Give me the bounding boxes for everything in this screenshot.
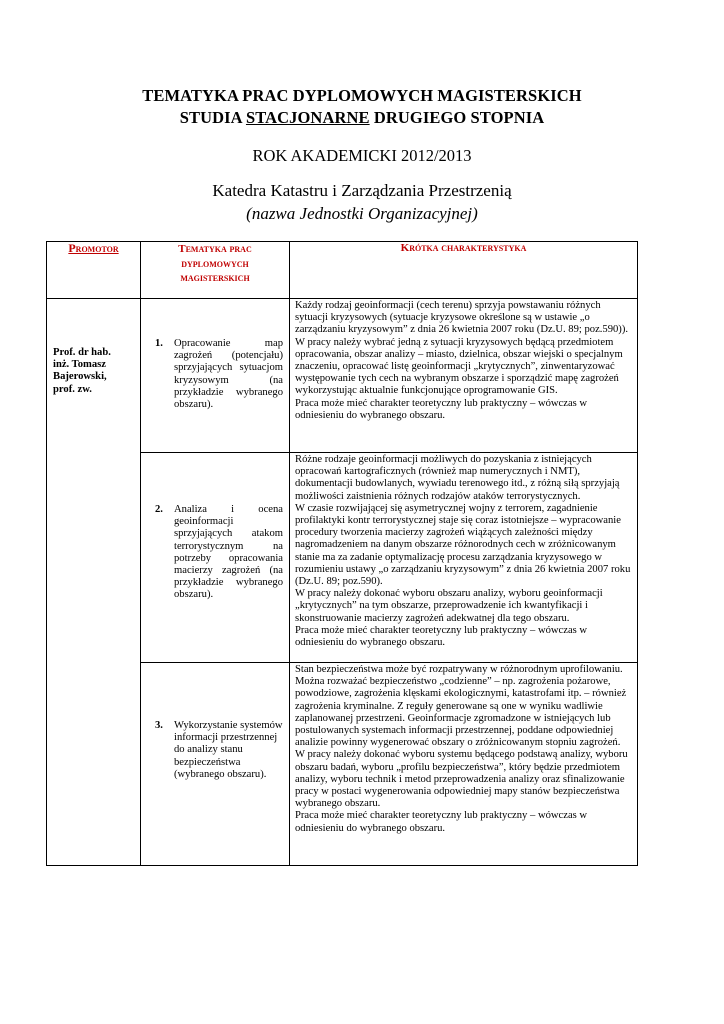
topic-cell bbox=[141, 299, 290, 453]
topic-number: 2. bbox=[155, 504, 163, 515]
topics-table bbox=[46, 241, 638, 866]
topic-text: Wykorzystanie systemów informacji przestrzennej do analizy stanu bezpieczeństwa (wybranego obszaru). bbox=[174, 720, 283, 780]
description-cell bbox=[290, 299, 638, 453]
department-name: Katedra Katastru i Zarządzania Przestrzenią bbox=[212, 181, 512, 200]
description-paragraph: W czasie rozwijającej się asymetrycznej wojny z terrorem, zagadnienie profilaktyki kontr terrorystycznej staje się coraz istotniejsze – wypracowanie procedury tworzenia macierzy zagrożeń wiążących zależności między nagromadzeniem na danym obszarze różnorodnych cech w zróżnicowanym stanie ma za zadanie optymalizację procesu zarządzania kryzysowego w rozumieniu ustawy „o zarządzaniu kryzysowym” z dnia 26 kwietnia 2007 roku (Dz.U. 89; poz.590). bbox=[295, 502, 631, 588]
topic-cell bbox=[141, 663, 290, 866]
description-paragraph: Każdy rodzaj geoinformacji (cech terenu) sprzyja powstawaniu różnych sytuacji kryzysowych (sytuacje kryzysowe określone są w ustawie „o zarządzaniu kryzysowym” z dnia 26 kwietnia 2007 roku (Dz.U. 89; poz.590)). bbox=[295, 300, 629, 336]
description-paragraph: Praca może mieć charakter teoretyczny lub praktyczny – wówczas w odniesieniu do wybranego obszaru. bbox=[295, 397, 588, 421]
topic-number: 1. bbox=[155, 338, 163, 349]
description-paragraph: Praca może mieć charakter teoretyczny lub praktyczny – wówczas w odniesieniu do wybranego obszaru. bbox=[295, 624, 588, 649]
title-line-1: TEMATYKA PRAC DYPLOMOWYCH MAGISTERSKICH bbox=[142, 86, 582, 105]
description-paragraph: W pracy należy dokonać wyboru systemu będącego podstawą analizy, wyboru obszaru badań, wyboru „profilu bezpieczeństwa”, który będzie przedmiotem analizy, wyboru technik i metod przeprowadzenia analizy oraz sfinalizowanie pracy w postaci wygenerowania odpowiedniej mapy stanów bezpieczeństwa wybranego obszaru. bbox=[295, 749, 628, 810]
header-tematyka: Tematyka prac dyplomowych magisterskich bbox=[141, 242, 290, 299]
academic-year: ROK AKADEMICKI 2012/2013 bbox=[252, 146, 472, 165]
unit-note: (nazwa Jednostki Organizacyjnej) bbox=[246, 204, 478, 223]
topic-text: Analiza i ocena geoinformacji sprzyjających atakom terrorystycznym na potrzeby opracowania macierzy zagrożeń (na przykładzie wybranego obszaru). bbox=[174, 504, 283, 601]
topic-text: Opracowanie map zagrożeń (potencjału) sprzyjających sytuacjom kryzysowym (na przykładzie wybranego obszaru). bbox=[174, 338, 283, 411]
description-paragraph: W pracy należy wybrać jedną z sytuacji kryzysowych będącą przedmiotem opracowania, obszar analizy – miasto, dzielnica, obszar wiejski o specjalnym znaczeniu, opracować listę geoinformacji „krytycznych”, zinwentaryzować występowanie tych cech na wybranym obszarze i sporządzić mapę zagrożeń wykorzystując aktualnie funkcjonujące oprogramowanie GIS. bbox=[295, 336, 623, 397]
title-line-2-underlined: STACJONARNE bbox=[245, 108, 370, 127]
description-paragraph: Praca może mieć charakter teoretyczny lub praktyczny – wówczas w odniesieniu do wybranego obszaru. bbox=[295, 810, 588, 834]
title-line-2 bbox=[0, 108, 724, 128]
description-cell bbox=[290, 453, 638, 663]
header-krotka: Krótka charakterystyka bbox=[290, 242, 638, 299]
table-row bbox=[47, 299, 638, 453]
description-paragraph: Stan bezpieczeństwa może być rozpatrywany w różnorodnym uprofilowaniu. bbox=[295, 664, 623, 675]
header-promotor: Promotor bbox=[47, 242, 141, 299]
title-line-2-post: DRUGIEGO STOPNIA bbox=[369, 108, 545, 127]
title-line-2-pre: STUDIA bbox=[179, 108, 246, 127]
topic-cell bbox=[141, 453, 290, 663]
description-cell bbox=[290, 663, 638, 866]
promotor-name: Prof. dr hab. inż. Tomasz Bajerowski, prof. zw. bbox=[47, 299, 141, 866]
description-paragraph: Różne rodzaje geoinformacji możliwych do pozyskania z istniejących opracowań kartograficznych (również map numerycznych i NMT), dokumentacji budowlanych, wywiadu terenowego itd., z różną siłą sprzyjają możliwości zaistnienia różnych rodzajów ataków terrorystycznych. bbox=[295, 454, 620, 502]
table-header-row bbox=[47, 242, 638, 299]
topic-number: 3. bbox=[155, 720, 163, 731]
description-paragraph: W pracy należy dokonać wyboru obszaru analizy, wyboru geoinformacji „krytycznych” na tym obszarze, przeprowadzenie ich kwantyfikacji i skonstruowanie macierzy zagrożeń adekwatnej dla tego obszaru. bbox=[295, 588, 603, 624]
description-paragraph: Można rozważać bezpieczeństwo „codzienne” – np. zagrożenia pożarowe, powodziowe, zagrożenia klęskami ekologicznymi, katastrofami itp. – również zagrożenia kryminalne. Z reguły generowane są one w wyniku wadliwie zaplanowanej przestrzeni. Geoinformacje zgromadzone w istniejących lub postulowanych systemach informacji przestrzennej, poddane odpowiedniej analizie powinny wygenerować obszary o zróżnicowanym stopniu zagrożeń. bbox=[295, 676, 627, 749]
